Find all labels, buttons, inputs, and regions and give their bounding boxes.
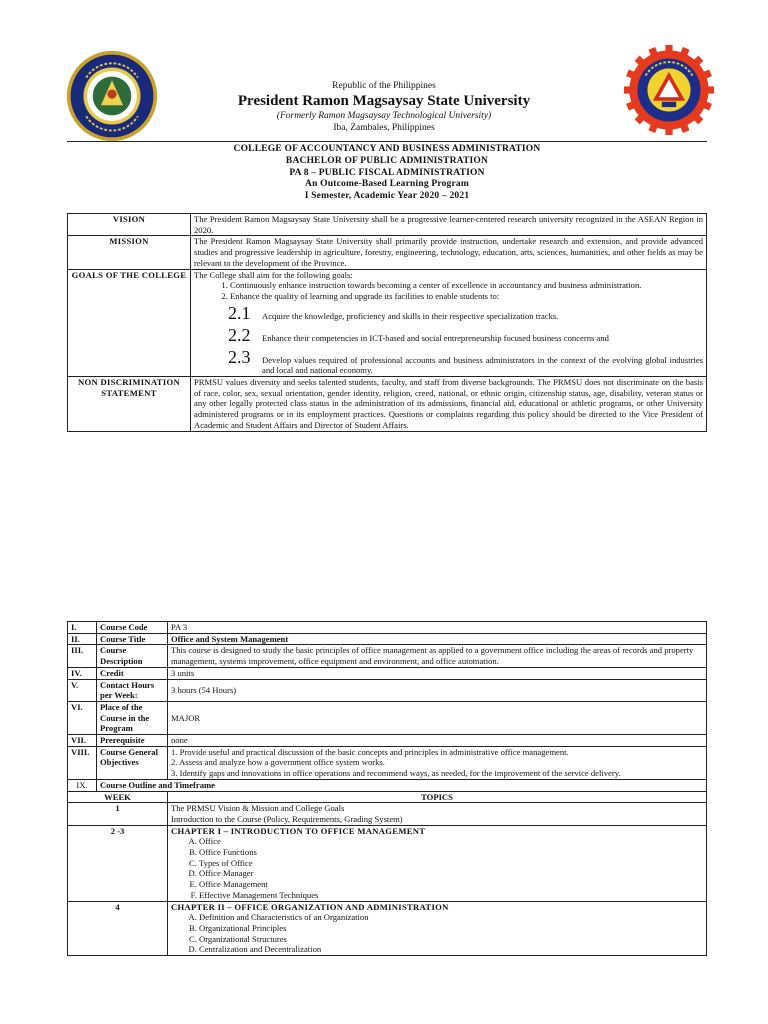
institution-table: [67, 213, 707, 432]
mission-label: MISSION: [68, 236, 191, 269]
course-rows: [68, 622, 707, 956]
row-number: II.: [68, 633, 97, 645]
row-label: Course Description: [97, 645, 168, 667]
objectives-list: [168, 746, 707, 779]
vision-row: [68, 214, 707, 236]
goal-item: 1. Continuously enhance instruction towards becoming a center of excellence in accountancy and business administration.: [230, 280, 703, 291]
university-address: Iba, Zambales, Philippines: [333, 123, 435, 133]
row-value: none: [168, 735, 707, 747]
goals-intro: The College shall aim for the following goals:: [194, 269, 353, 280]
row-number: VII.: [68, 735, 97, 747]
course-info-row: [68, 735, 707, 747]
vision-text: The President Ramon Magsaysay State University shall be a progressive learner-centered research university recognized in the ASEAN Region in 2020.: [191, 214, 707, 236]
row-label: Place of the Course in the Program: [97, 701, 168, 734]
sub-goal-number: 2.2: [228, 324, 251, 345]
topic-item: D. Office Manager: [199, 868, 703, 879]
topic-line: The PRMSU Vision & Mission and College Goals: [171, 803, 345, 814]
program-type: An Outcome-Based Learning Program: [305, 179, 469, 190]
topic-item: A. Office: [199, 836, 703, 847]
schedule-header-row: [68, 791, 707, 803]
program-heading: [67, 144, 707, 203]
semester-line: I Semester, Academic Year 2020 – 2021: [304, 191, 470, 202]
course-info-row: [68, 622, 707, 634]
header-divider: [67, 141, 707, 142]
vision-label: VISION: [68, 214, 191, 236]
course-info-row: [68, 679, 707, 701]
course-info-row: [68, 667, 707, 679]
row-label: Course Title: [97, 633, 168, 645]
topic-item: D. Centralization and Decentralization: [199, 944, 703, 955]
row-number: IV.: [68, 667, 97, 679]
objectives-row: [68, 746, 707, 779]
row-number: VI.: [68, 701, 97, 734]
chapter-title: CHAPTER I – INTRODUCTION TO OFFICE MANAGEMENT: [171, 825, 426, 836]
schedule-row: [68, 825, 707, 901]
prmsu-seal-logo: [66, 50, 158, 142]
row-number: I.: [68, 622, 97, 634]
document-header: [0, 0, 768, 145]
sub-goal: [228, 324, 703, 346]
sub-goal-number: 2.1: [228, 302, 251, 323]
sub-goal-text: Acquire the knowledge, proficiency and skills in their respective specialization tracks.: [262, 310, 559, 321]
row-label: Credit: [97, 667, 168, 679]
course-info-row: [68, 633, 707, 645]
outline-label: Course Outline and Timeframe: [97, 779, 707, 791]
chapter-title: CHAPTER II – OFFICE ORGANIZATION AND ADMINISTRATION: [171, 901, 449, 912]
topics-cell: [168, 901, 707, 956]
goals-content: [191, 269, 707, 377]
sub-goal: [228, 346, 703, 376]
topic-item: C. Types of Office: [199, 858, 703, 869]
topic-item: F. Effective Management Techniques: [199, 890, 703, 901]
nondiscrimination-text: PRMSU values diversity and seeks talented students, faculty, and staff from diverse backgrounds. The PRMSU does not discriminate on the basis of race, color, sex, sexual orientation, gender identity, religion, creed, national, or ethnic origin, citizenship status, age, disability, veteran status or any other legally protected class status in the administration of its admissions, financial aid, educational or athletic programs, or other University administered programs or in its employment practices. Questions or complaints regarding this policy should be directed to the Vice President of Academic and Student Affairs and Director of Student Affairs.: [191, 377, 707, 432]
topic-item: A. Definition and Characteristics of an Organization: [199, 912, 703, 923]
goals-list: [194, 280, 703, 301]
sub-goal-text: Enhance their competencies in ICT-based and social entrepreneurship focused business concerns and: [262, 332, 609, 343]
row-number: V.: [68, 679, 97, 701]
objective-item: 3. Identify gaps and innovations in office operations and recommend ways, as needed, for the improvement of the service delivery.: [171, 768, 621, 779]
topic-item: C. Organizational Structures: [199, 934, 703, 945]
sub-goal: [228, 302, 703, 324]
topic-item: B. Office Functions: [199, 847, 703, 858]
row-label: Contact Hours per Week:: [97, 679, 168, 701]
row-number: III.: [68, 645, 97, 667]
goals-label: GOALS OF THE COLLEGE: [68, 269, 191, 377]
topic-item: E. Office Management: [199, 879, 703, 890]
republic-line: Republic of the Philippines: [332, 81, 436, 91]
topic-item: B. Organizational Principles: [199, 923, 703, 934]
row-value: MAJOR: [168, 701, 707, 734]
topic-list: [171, 912, 703, 955]
row-value: Office and System Management: [168, 633, 707, 645]
row-value: This course is designed to study the basic principles of office management as applied to a government office including the areas of records and property management, systems improvement, office equipment and environment, and office automation.: [168, 645, 707, 667]
college-name: COLLEGE OF ACCOUNTANCY AND BUSINESS ADMINISTRATION: [233, 144, 541, 154]
row-label: Prerequisite: [97, 735, 168, 747]
topics-cell: [168, 803, 707, 825]
row-number: IX.: [68, 779, 97, 791]
course-info-table: [67, 621, 707, 956]
week-cell: 2 -3: [68, 825, 168, 901]
course-name: PA 8 – PUBLIC FISCAL ADMINISTRATION: [289, 167, 485, 178]
week-header: WEEK: [68, 791, 168, 803]
topics-header: TOPICS: [168, 791, 707, 803]
schedule-row: [68, 901, 707, 956]
outline-heading-row: [68, 779, 707, 791]
mission-row: [68, 236, 707, 269]
row-value: 3 units: [168, 667, 707, 679]
university-heading: [200, 80, 568, 134]
row-label: Course General Objectives: [97, 746, 168, 779]
rmtu-gear-seal-logo: [624, 45, 714, 135]
course-info-row: [68, 645, 707, 667]
row-number: VIII.: [68, 746, 97, 779]
former-name: (Formerly Ramon Magsaysay Technological University): [276, 111, 492, 121]
schedule-row: [68, 803, 707, 825]
degree-name: BACHELOR OF PUBLIC ADMINISTRATION: [285, 155, 489, 166]
week-cell: 1: [68, 803, 168, 825]
sub-goal-text: Develop values required of professional accounts and business administrators in the context of the evolving global industries and local and national economy.: [262, 354, 703, 376]
week-cell: 4: [68, 901, 168, 956]
row-value: 3 hours (54 Hours): [168, 679, 707, 701]
sub-goal-number: 2.3: [228, 346, 251, 367]
row-value: PA 3: [168, 622, 707, 634]
objective-item: 1. Provide useful and practical discussion of the basic concepts and principles in administrative office management.: [171, 746, 569, 757]
nondiscrimination-label: NON DISCRIMINATION STATEMENT: [68, 377, 191, 432]
course-info-row: [68, 701, 707, 734]
university-name: President Ramon Magsaysay State University: [237, 93, 531, 109]
goal-item: 2. Enhance the quality of learning and upgrade its facilities to enable students to:: [230, 291, 703, 302]
nondiscrimination-row: [68, 377, 707, 432]
topic-line: Introduction to the Course (Policy, Requirements, Grading System): [171, 813, 403, 824]
topic-list: [171, 836, 703, 900]
goals-row: [68, 269, 707, 377]
row-label: Course Code: [97, 622, 168, 634]
mission-text: The President Ramon Magsaysay State University shall primarily provide instruction, undertake research and extension, and provide advanced studies and progressive leadership in agriculture, forestry, engineering, technology, education, arts, sciences, humanities, and other fields as may be relevant to the development of the Province.: [191, 236, 707, 269]
objective-item: 2. Assess and analyze how a government office system works.: [171, 757, 385, 768]
topics-cell: [168, 825, 707, 901]
